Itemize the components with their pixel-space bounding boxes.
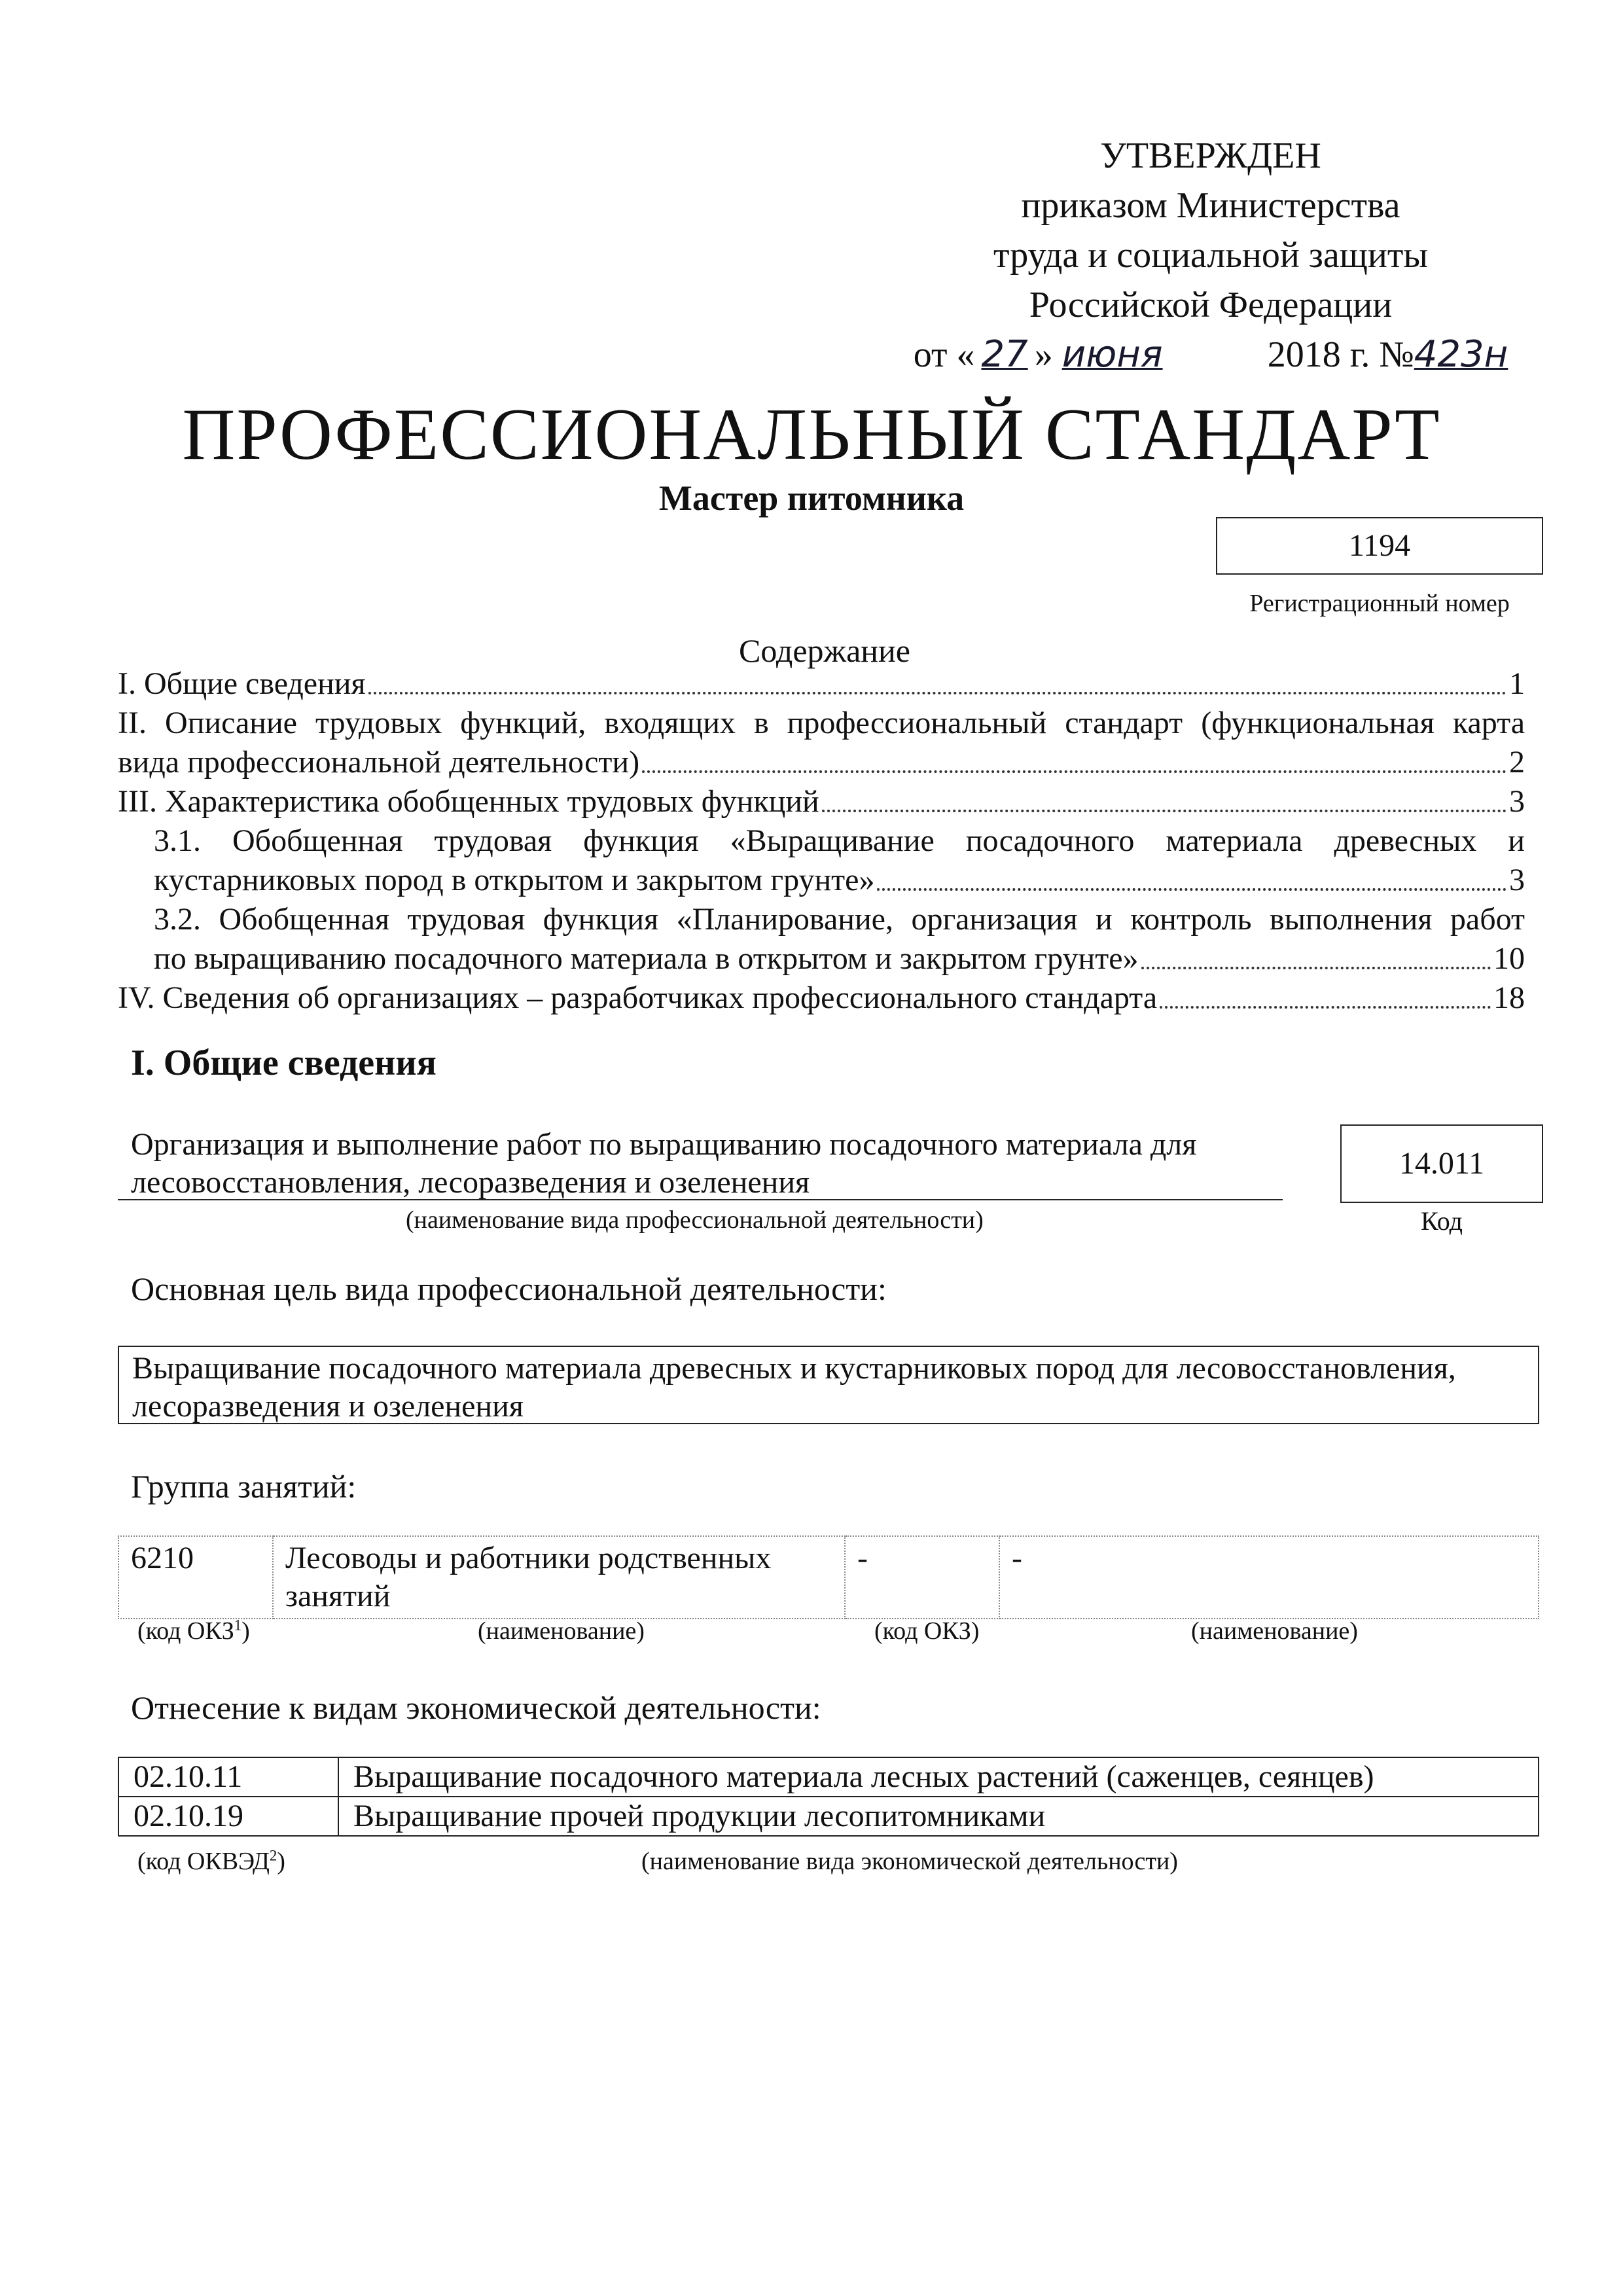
approval-block — [903, 131, 1518, 380]
approval-line-ministry: труда и социальной защиты — [993, 235, 1428, 276]
toc-leader — [1141, 967, 1491, 969]
goal-box: Выращивание посадочного материала древесных и кустарниковых пород для лесовосстановления, лесоразведения и озеленения — [118, 1346, 1539, 1424]
okz-name-cell: Лесоводы и работники родственных занятий — [273, 1536, 845, 1619]
toc-item-3-2[interactable]: 3.2. Обобщенная трудовая функция «Планирование, организация и контроль выполнения работ по выращиванию посадочного материала в открытом и закрытом грунте» 10 — [118, 900, 1525, 978]
approval-line-federation: Российской Федерации — [1029, 285, 1393, 325]
toc-item-developers[interactable]: IV. Сведения об организациях – разработчиках профессионального стандарта 18 — [118, 978, 1525, 1018]
activity-name: Организация и выполнение работ по выращиванию посадочного материала для лесовосстановления, лесоразведения и озеленения — [131, 1127, 1197, 1200]
date-mid: » — [1034, 334, 1053, 375]
caption-okz-code-2: (код ОКЗ) — [874, 1617, 980, 1645]
toc-leader — [368, 692, 1507, 694]
table-row — [118, 1757, 1539, 1797]
toc-item-3-1[interactable]: 3.1. Обобщенная трудовая функция «Выращивание посадочного материала древесных и кустарниковых пород в открытом и закрытом грунте» 3 — [118, 821, 1525, 900]
registration-number-box: 1194 — [1216, 517, 1543, 575]
toc-page: 3 — [1509, 863, 1525, 897]
contents-title: Содержание — [739, 632, 910, 669]
okz-code-cell: 6210 — [118, 1536, 273, 1619]
toc-page: 2 — [1509, 745, 1525, 780]
toc-page: 18 — [1493, 980, 1525, 1015]
registration-number-label: Регистрационный номер — [1249, 590, 1510, 617]
caption-okz-code: (код ОКЗ$^1$) — [137, 1617, 250, 1645]
caption-okz-name-2: (наименование) — [1191, 1617, 1358, 1645]
toc-leader — [1160, 1006, 1491, 1009]
occupation-group-label: Группа занятий: — [131, 1468, 357, 1505]
caption-okved-code: (код ОКВЭД$^2$) — [137, 1847, 285, 1875]
okved-name-cell: Выращивание посадочного материала лесных растений (саженцев, сеянцев) — [338, 1757, 1539, 1797]
handwritten-month: июня — [1061, 333, 1163, 376]
caption-okz-name: (наименование) — [478, 1617, 645, 1645]
economic-activity-label: Отнесение к видам экономической деятельности: — [131, 1689, 821, 1726]
activity-underline — [118, 1199, 1283, 1200]
caption-okved-name: (наименование вида экономической деятельности) — [641, 1848, 1178, 1875]
toc-page: 3 — [1509, 784, 1525, 819]
approval-date-line — [903, 330, 1518, 380]
toc-item-functions-map[interactable]: II. Описание трудовых функций, входящих в профессиональный стандарт (функциональная карта вида профессиональной деятельности) 2 — [118, 704, 1525, 782]
handwritten-order-number: 423н — [1414, 333, 1508, 376]
okved-name-cell: Выращивание прочей продукции лесопитомниками — [338, 1797, 1539, 1836]
document-title: ПРОФЕССИОНАЛЬНЫЙ СТАНДАРТ — [182, 394, 1441, 475]
table-row — [118, 1536, 1539, 1619]
okz-name-cell-2: - — [999, 1536, 1539, 1619]
toc-leader — [642, 770, 1507, 773]
toc-item-characteristics[interactable]: III. Характеристика обобщенных трудовых функций 3 — [118, 782, 1525, 821]
document-subtitle: Мастер питомника — [658, 478, 965, 518]
okz-code-cell-2: - — [845, 1536, 999, 1619]
okved-code-cell: 02.10.19 — [118, 1797, 338, 1836]
approval-line-approved: УТВЕРЖДЕН — [1100, 135, 1321, 176]
toc-leader — [877, 888, 1507, 891]
handwritten-day: 27 — [981, 333, 1028, 376]
activity-caption: (наименование вида профессиональной деятельности) — [406, 1206, 984, 1234]
date-year: 2018 г. № — [1267, 334, 1414, 375]
economic-activity-table — [118, 1757, 1539, 1837]
activity-code-label: Код — [1421, 1206, 1463, 1236]
table-row — [118, 1797, 1539, 1836]
section-heading-general: I. Общие сведения — [131, 1043, 437, 1083]
toc-page: 1 — [1509, 666, 1525, 701]
toc-item-general[interactable]: I. Общие сведения 1 — [118, 664, 1525, 704]
toc-leader — [822, 810, 1507, 812]
occupation-group-table — [118, 1535, 1539, 1619]
goal-label: Основная цель вида профессиональной деятельности: — [131, 1270, 887, 1307]
table-of-contents — [118, 664, 1525, 1018]
okved-code-cell: 02.10.11 — [118, 1757, 338, 1797]
toc-page: 10 — [1493, 941, 1525, 976]
date-prefix: от « — [913, 334, 975, 375]
approval-line-order: приказом Министерства — [1021, 185, 1400, 226]
activity-code-box: 14.011 — [1340, 1124, 1543, 1203]
